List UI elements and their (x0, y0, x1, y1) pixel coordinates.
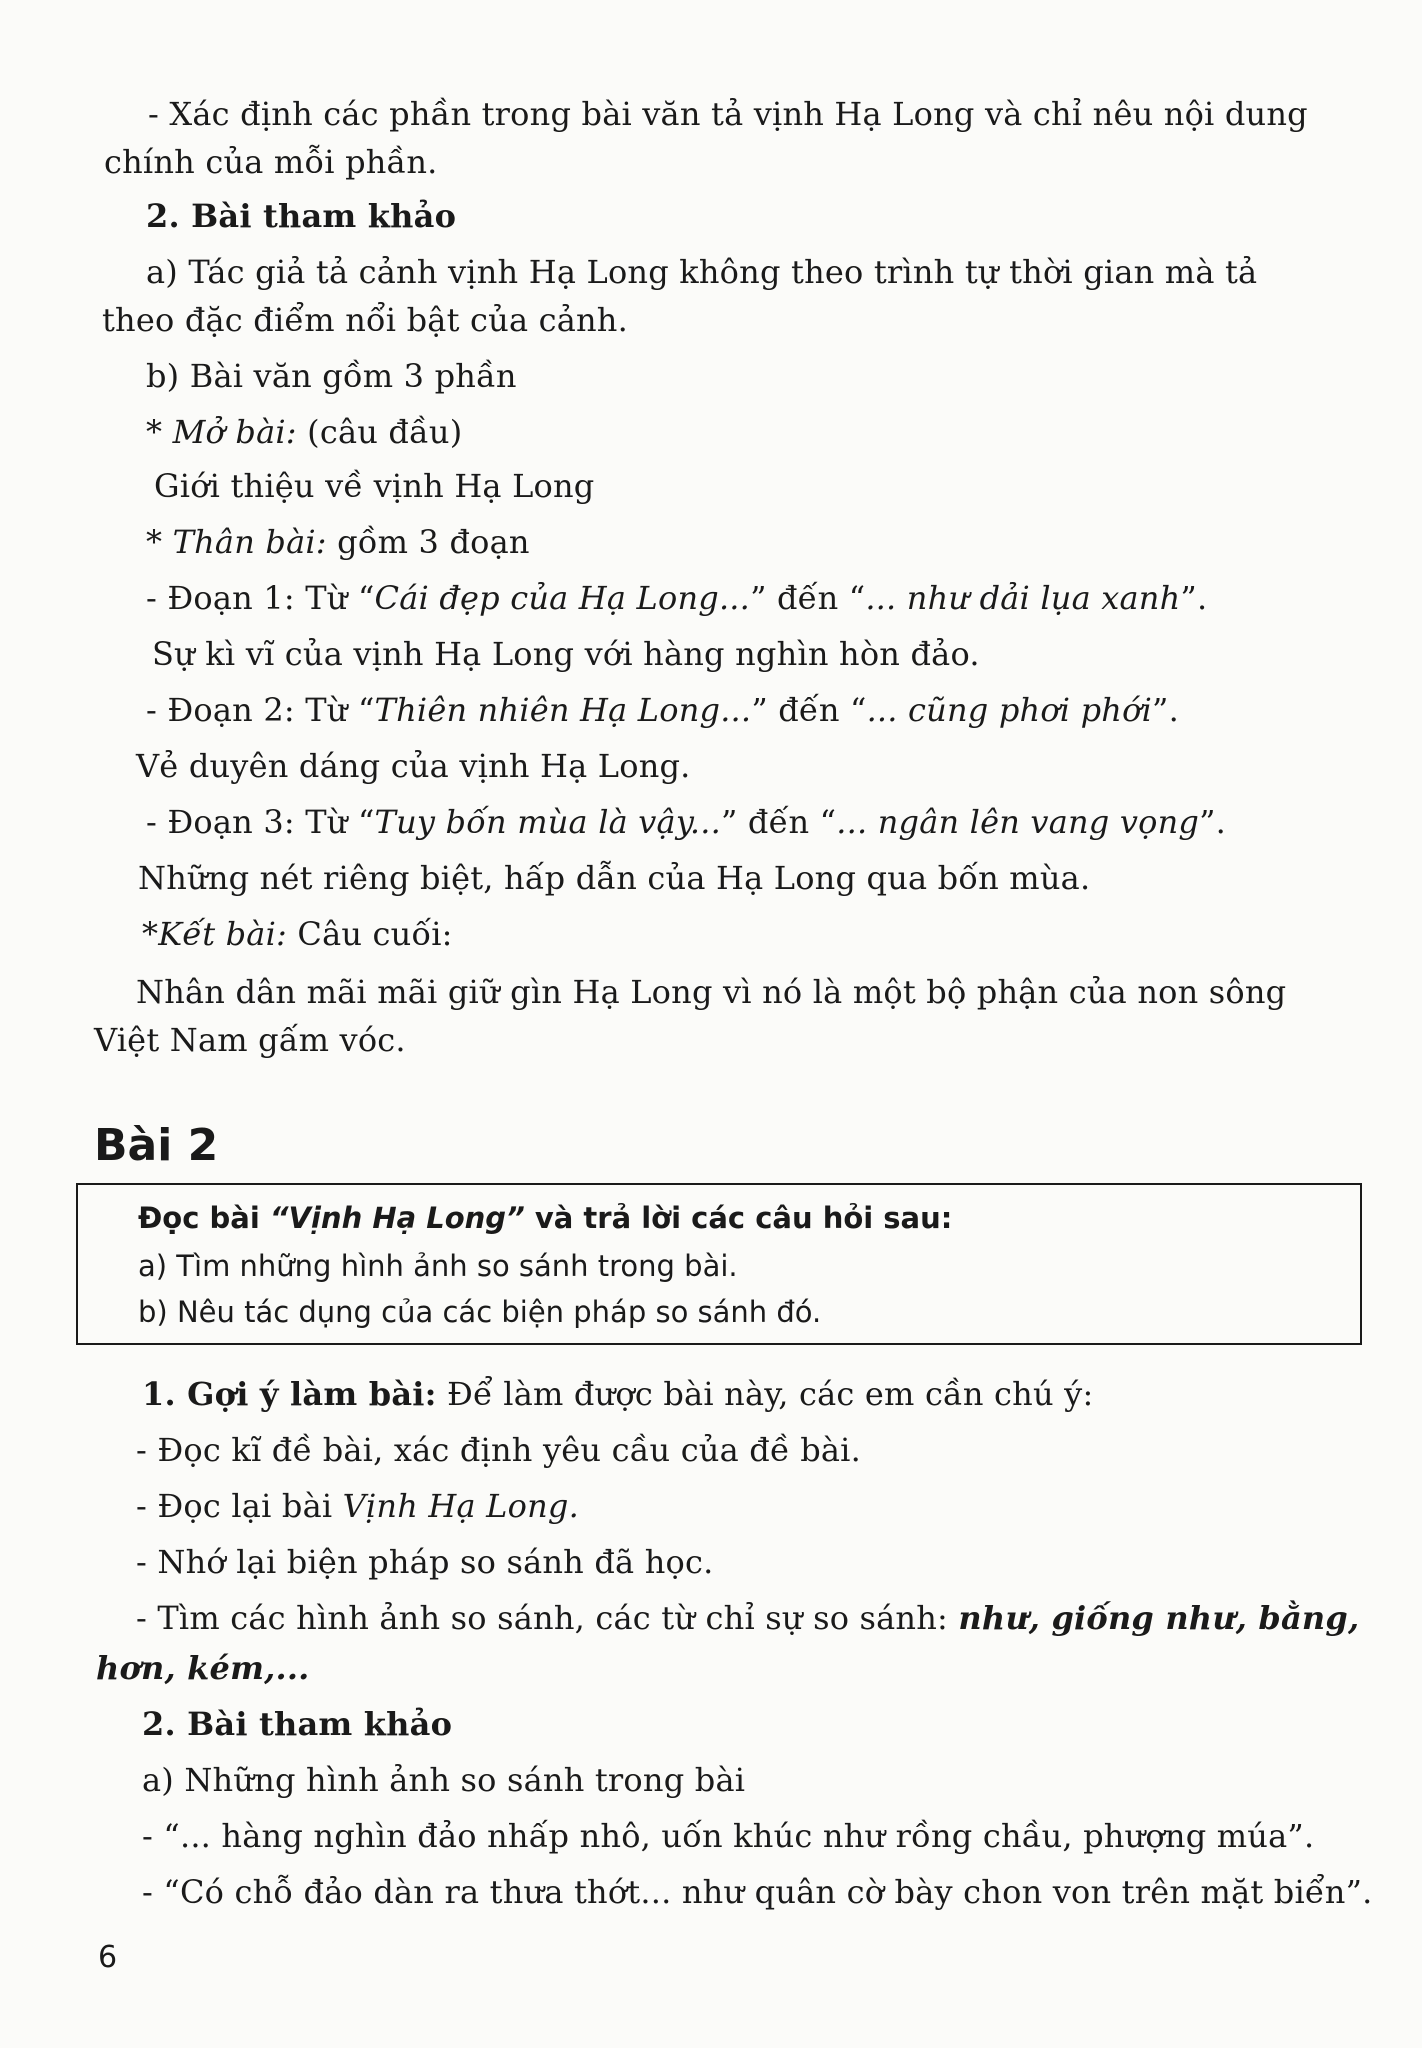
line-identify-parts: - Xác định các phần trong bài văn tả vịnh Hạ Long và chỉ nêu nội dung (148, 95, 1308, 133)
paragraph-1-line: - Đoạn 1: Từ “Cái đẹp của Hạ Long...” đến “... như dải lụa xanh”. (146, 579, 1208, 617)
section-reference-heading: 2. Bài tham khảo (146, 197, 457, 235)
task-question-a: a) Tìm những hình ảnh so sánh trong bài. (138, 1249, 738, 1283)
hint-heading-line: 1. Gợi ý làm bài: Để làm được bài này, các em cần chú ý: (142, 1375, 1094, 1413)
comparison-quote-2: - “Có chỗ đảo dàn ra thưa thớt... như quân cờ bày chon von trên mặt biển”. (142, 1873, 1373, 1911)
task-box (76, 1183, 1362, 1345)
conclusion-content-cont: Việt Nam gấm vóc. (94, 1021, 406, 1059)
conclusion-content: Nhân dân mãi mãi giữ gìn Hạ Long vì nó là một bộ phận của non sông (136, 973, 1287, 1011)
line-identify-parts-cont: chính của mỗi phần. (104, 143, 438, 181)
task-instruction: Đọc bài “Vịnh Hạ Long” và trả lời các câu hỏi sau: (138, 1201, 953, 1235)
answer-a-line: a) Tác giả tả cảnh vịnh Hạ Long không theo trình tự thời gian mà tả (146, 253, 1258, 291)
comparison-quote-1: - “... hàng nghìn đảo nhấp nhô, uốn khúc như rồng chầu, phượng múa”. (142, 1817, 1315, 1855)
paragraph-3-content: Những nét riêng biệt, hấp dẫn của Hạ Long qua bốn mùa. (138, 859, 1091, 897)
task-question-b: b) Nêu tác dụng của các biện pháp so sánh đó. (138, 1295, 822, 1329)
hint-item-4-cont: hơn, kém,... (96, 1649, 310, 1687)
reference-heading-2: 2. Bài tham khảo (142, 1705, 453, 1743)
hint-item-2: - Đọc lại bài Vịnh Hạ Long. (136, 1487, 579, 1525)
paragraph-1-content: Sự kì vĩ của vịnh Hạ Long với hàng nghìn hòn đảo. (152, 635, 980, 673)
hint-item-1: - Đọc kĩ đề bài, xác định yêu cầu của đề bài. (136, 1431, 861, 1469)
paragraph-2-content: Vẻ duyên dáng của vịnh Hạ Long. (136, 747, 691, 785)
paragraph-2-line: - Đoạn 2: Từ “Thiên nhiên Hạ Long...” đến “... cũng phơi phới”. (146, 691, 1179, 729)
conclusion-part-line: *Kết bài: Câu cuối: (142, 915, 453, 953)
page-number: 6 (98, 1940, 118, 1975)
answer-a-line-cont: theo đặc điểm nổi bật của cảnh. (102, 301, 628, 339)
intro-part-line: * Mở bài: (câu đầu) (146, 413, 463, 451)
exercise-heading: Bài 2 (94, 1120, 219, 1171)
body-part-line: * Thân bài: gồm 3 đoạn (146, 523, 530, 561)
hint-item-4: - Tìm các hình ảnh so sánh, các từ chỉ sự so sánh: như, giống như, bằng, (136, 1599, 1360, 1637)
paragraph-3-line: - Đoạn 3: Từ “Tuy bốn mùa là vậy...” đến “... ngân lên vang vọng”. (146, 803, 1227, 841)
intro-part-content: Giới thiệu về vịnh Hạ Long (154, 467, 595, 505)
hint-item-3: - Nhớ lại biện pháp so sánh đã học. (136, 1543, 714, 1581)
answer-b-line: b) Bài văn gồm 3 phần (146, 357, 517, 395)
comparison-images-heading: a) Những hình ảnh so sánh trong bài (142, 1761, 746, 1799)
